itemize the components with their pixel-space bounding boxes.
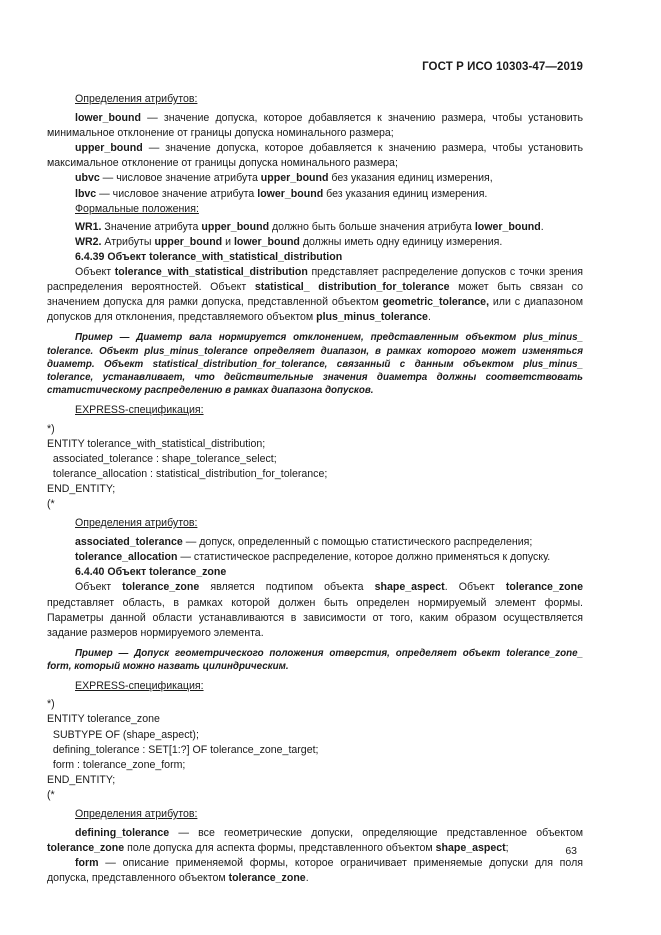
example-note-2: Пример — Допуск геометрического положения отверстия, определяет объект tolerance_zone_ form, который можно назвать цилиндрическим. <box>47 647 583 673</box>
attr-definitions-heading-2: Определения атрибутов: <box>75 517 198 530</box>
code-line: ENTITY tolerance_zone <box>47 713 160 726</box>
express-spec-heading-2: EXPRESS-спецификация: <box>75 680 204 693</box>
rule-wr2: WR2. Атрибуты upper_bound и lower_bound должны иметь одну единицу измерения. <box>75 235 503 248</box>
code-line: SUBTYPE OF (shape_aspect); <box>47 728 199 741</box>
attr-ubvc: ubvc — числовое значение атрибута upper_bound без указания единиц измерения, <box>75 172 493 185</box>
express-spec-heading-1: EXPRESS-спецификация: <box>75 404 204 417</box>
page-content <box>47 92 583 886</box>
standard-header: ГОСТ Р ИСО 10303-47—2019 <box>422 61 583 73</box>
rule-wr1: WR1. Значение атрибута upper_bound должно быть больше значения атрибута lower_bound. <box>75 220 544 233</box>
section-6-4-39-paragraph: Объект tolerance_with_statistical_distribution представляет распределение допусков с точки зрения распределения вероятностей. Объект statistical_ distribution_for_tolerance может быть связан со значением допуска для рамки допуска, представленной объектом geometric_tolerance, или с диапазоном допусков для отклонения, представляемого объектом plus_minus_tolerance. <box>47 266 583 324</box>
code-line: END_ENTITY; <box>47 773 116 786</box>
attr-lbvc: lbvc — числовое значение атрибута lower_bound без указания единиц измерения. <box>75 187 488 200</box>
attr-lower-bound: lower_bound — значение допуска, которое добавляется к значению размера, чтобы установить минимальное отклонение от границы допуска номинального размера; <box>47 112 583 140</box>
formal-rules-heading: Формальные положения: <box>75 202 199 215</box>
section-title-6-4-40: 6.4.40 Объект tolerance_zone <box>75 566 227 579</box>
code-line: associated_tolerance : shape_tolerance_select; <box>47 452 277 465</box>
example-note-1: Пример — Диаметр вала нормируется отклонением, представленным объектом plus_minus_ tolerance. Объект plus_minus_tolerance определяет диапазон, в рамках которого может изменяться диаметр. Объект statistical_distribution_for_tolerance, связанный с данным объектом plus_minus_ tolerance, устанавливает, что действительные значения диаметра должны соответствовать статистическому распределению в рамках диапазона допусков. <box>47 332 583 397</box>
code-line: END_ENTITY; <box>47 482 116 495</box>
code-line: defining_tolerance : SET[1:?] OF tolerance_zone_target; <box>47 743 319 756</box>
attr-tolerance-allocation: tolerance_allocation — статистическое распределение, которое должно применяться к допуску. <box>75 551 551 564</box>
section-title-6-4-39: 6.4.39 Объект tolerance_with_statistical_distribution <box>75 250 343 263</box>
attr-form: form — описание применяемой формы, которое ограничивает применяемые допуски для поля допуска, представленного объектом tolerance_zone. <box>47 857 583 885</box>
attr-definitions-heading: Определения атрибутов: <box>75 93 198 105</box>
attr-upper-bound: upper_bound — значение допуска, которое добавляется к значению размера, чтобы установить максимальное отклонение от границы допуска номинального размера; <box>47 142 583 170</box>
express-code-block-2 <box>47 697 583 803</box>
attr-defining-tolerance: defining_tolerance — все геометрические допуски, определяющие представленное объектом tolerance_zone поле допуска для аспекта формы, представленного объектом shape_aspect; <box>47 827 583 855</box>
code-line: form : tolerance_zone_form; <box>47 758 186 771</box>
code-line: (* <box>47 497 55 510</box>
express-code-block-1 <box>47 422 583 513</box>
code-line: *) <box>47 698 55 711</box>
code-line: *) <box>47 422 55 435</box>
page-number: 63 <box>565 845 577 857</box>
attr-definitions-heading-3: Определения атрибутов: <box>75 807 198 820</box>
attr-associated-tolerance: associated_tolerance — допуск, определенный с помощью статистического распределения; <box>75 536 533 549</box>
section-6-4-40-paragraph: Объект tolerance_zone является подтипом объекта shape_aspect. Объект tolerance_zone представляет область, в рамках которой должен быть определен нормируемый элемент формы. Параметры данной области устанавливаются в зависимости от того, каким образом осуществляется задание размеров нормируемого элемента. <box>47 581 583 639</box>
code-line: (* <box>47 788 55 801</box>
code-line: tolerance_allocation : statistical_distribution_for_tolerance; <box>47 467 328 480</box>
code-line: ENTITY tolerance_with_statistical_distribution; <box>47 437 266 450</box>
